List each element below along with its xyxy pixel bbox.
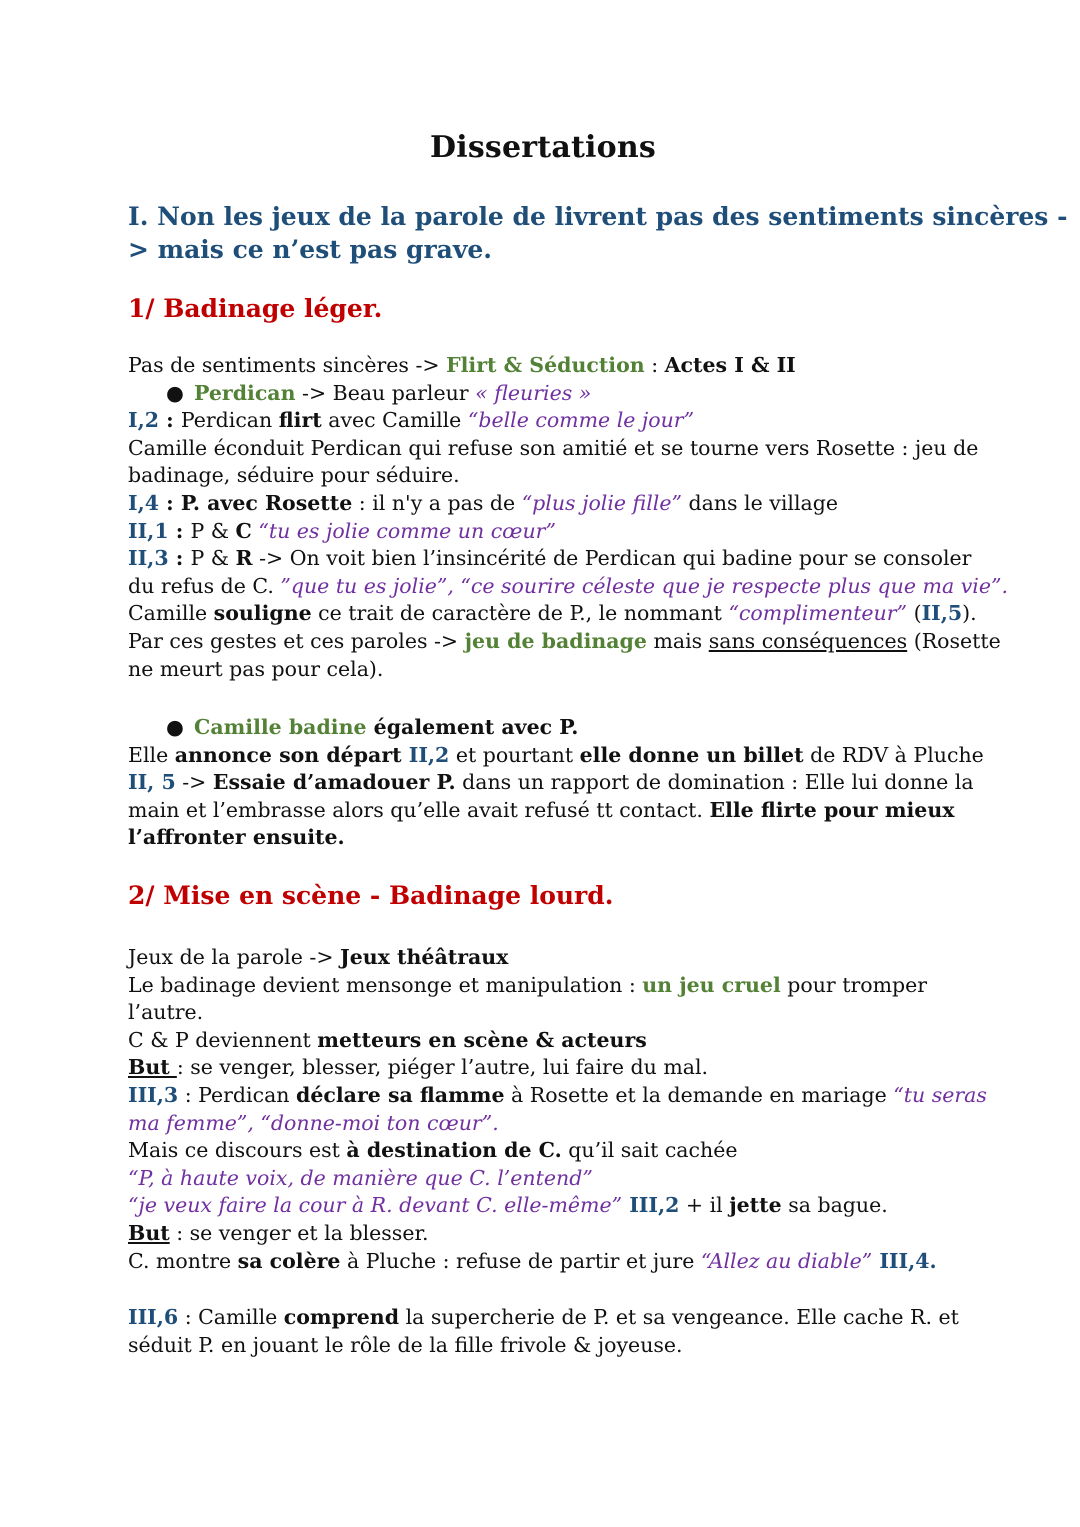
paragraph-block-2 bbox=[128, 714, 984, 852]
text-line: Mais ce discours est à destination de C. qu’il sait cachée bbox=[128, 1138, 738, 1163]
text-line: main et l’embrasse alors qu’elle avait refusé tt contact. Elle flirte pour mieux bbox=[128, 797, 955, 822]
text-line: II,3 : P & R -> On voit bien l’insincérité de Perdican qui badine pour se consoler bbox=[128, 546, 972, 571]
text-line: Le badinage devient mensonge et manipulation : un jeu cruel pour tromper bbox=[128, 972, 928, 997]
text-line: Jeux de la parole -> Jeux théâtraux bbox=[128, 945, 509, 969]
text-line: II,1 : P & C “tu es jolie comme un cœur” bbox=[128, 518, 556, 543]
text-line: ma femme”, “donne-moi ton cœur”. bbox=[128, 1110, 499, 1135]
subheading-badinage-leger: 1/ Badinage léger. bbox=[128, 294, 383, 323]
text-line: Pas de sentiments sincères -> Flirt & Séduction : Actes I & II bbox=[128, 353, 796, 377]
text-line: II, 5 -> Essaie d’amadouer P. dans un rapport de domination : Elle lui donne la bbox=[128, 770, 974, 795]
text-line: l’affronter ensuite. bbox=[128, 825, 345, 850]
text-line: III,3 : Perdican déclare sa flamme à Rosette et la demande en mariage “tu seras bbox=[128, 1082, 987, 1107]
section-heading-1-line-1: I. Non les jeux de la parole de livrent pas des sentiments sincères - bbox=[128, 202, 1068, 231]
text-line: C. montre sa colère à Pluche : refuse de partir et jure “Allez au diable” III,4. bbox=[128, 1248, 937, 1273]
section-heading-1-line-2: > mais ce n’est pas grave. bbox=[128, 235, 492, 264]
text-line: séduit P. en jouant le rôle de la fille frivole & joyeuse. bbox=[128, 1332, 683, 1357]
text-line: Camille souligne ce trait de caractère de P., le nommant “complimenteur” (II,5). bbox=[128, 601, 977, 626]
text-line: Camille éconduit Perdican qui refuse son amitié et se tourne vers Rosette : jeu de bbox=[128, 435, 979, 460]
text-line: But : se venger, blesser, piéger l’autre, lui faire du mal. bbox=[128, 1055, 709, 1080]
page-title: Dissertations bbox=[430, 130, 656, 165]
text-line: C & P deviennent metteurs en scène & acteurs bbox=[128, 1027, 647, 1052]
text-line: du refus de C. ”que tu es jolie”, “ce sourire céleste que je respecte plus que ma vie”. bbox=[128, 573, 1008, 598]
paragraph-block-1 bbox=[128, 352, 1008, 683]
bullet-icon: ● bbox=[166, 715, 184, 739]
text-line: Elle annonce son départ II,2 et pourtant elle donne un billet de RDV à Pluche bbox=[128, 742, 984, 767]
list-item: ● Perdican -> Beau parleur « fleuries » bbox=[128, 380, 958, 408]
text-line: “je veux faire la cour à R. devant C. elle-même” III,2 + il jette sa bague. bbox=[128, 1193, 888, 1218]
text-line: Par ces gestes et ces paroles -> jeu de badinage mais sans conséquences (Rosette bbox=[128, 628, 1001, 653]
bullet-icon: ● bbox=[166, 380, 184, 405]
text-line: l’autre. bbox=[128, 1000, 204, 1025]
subheading-mise-en-scene: 2/ Mise en scène - Badinage lourd. bbox=[128, 881, 614, 910]
list-item: ● Camille badine également avec P. bbox=[128, 714, 958, 742]
paragraph-block-3 bbox=[128, 944, 987, 1275]
text-line: ne meurt pas pour cela). bbox=[128, 656, 384, 681]
text-line: I,2 : Perdican flirt avec Camille “belle comme le jour” bbox=[128, 408, 695, 433]
text-line: badinage, séduire pour séduire. bbox=[128, 463, 460, 488]
section-heading-1 bbox=[128, 200, 1068, 266]
text-line: But : se venger et la blesser. bbox=[128, 1220, 429, 1245]
text-line: “P, à haute voix, de manière que C. l’entend” bbox=[128, 1165, 593, 1190]
text-line: I,4 : P. avec Rosette : il n'y a pas de “plus jolie fille” dans le village bbox=[128, 490, 838, 515]
paragraph-block-4 bbox=[128, 1304, 958, 1359]
text-line: III,6 : Camille comprend la supercherie de P. et sa vengeance. Elle cache R. et bbox=[128, 1305, 959, 1329]
